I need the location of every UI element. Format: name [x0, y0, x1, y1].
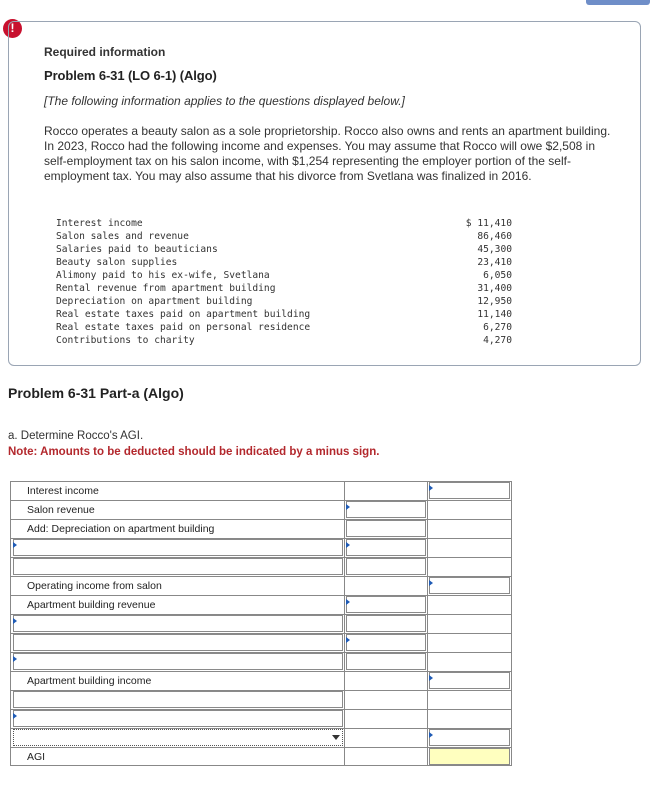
flag-icon: [429, 675, 433, 681]
applies-note: [The following information applies to the questions displayed below.]: [44, 94, 405, 108]
table-row: Real estate taxes paid on personal residence 6,270: [56, 322, 512, 333]
column-divider: [427, 482, 428, 765]
amount-input[interactable]: [346, 615, 426, 632]
problem-title: Problem 6-31 (LO 6-1) (Algo): [44, 68, 217, 83]
table-row: Salon sales and revenue 86,460: [56, 231, 512, 242]
amount-input[interactable]: [346, 501, 426, 518]
flag-icon: [346, 504, 350, 510]
amount-input[interactable]: [346, 596, 426, 613]
flag-icon: [13, 656, 17, 662]
flag-icon: [13, 542, 17, 548]
question-text: a. Determine Rocco's AGI.: [8, 430, 144, 442]
amount-input[interactable]: [346, 539, 426, 556]
table-row: Alimony paid to his ex-wife, Svetlana 6,050: [56, 270, 512, 281]
flag-icon: [429, 485, 433, 491]
amount-input[interactable]: [346, 653, 426, 670]
interest-income-label: Interest income: [27, 485, 99, 497]
agi-total-input[interactable]: [429, 748, 510, 765]
label-input[interactable]: [13, 653, 343, 670]
row-divider: [11, 519, 511, 520]
apartment-income-label: Apartment building income: [27, 675, 152, 687]
label-input[interactable]: [13, 615, 343, 632]
add-depreciation-label: Add: Depreciation on apartment building: [27, 523, 215, 535]
amount-input[interactable]: [346, 634, 426, 651]
minus-sign-note: Note: Amounts to be deducted should be indicated by a minus sign.: [8, 446, 380, 458]
required-information-heading: Required information: [44, 45, 166, 59]
table-row: Interest income $ 11,410: [56, 218, 512, 229]
total-input[interactable]: [429, 672, 510, 689]
problem-description: Rocco operates a beauty salon as a sole proprietorship. Rocco also owns and rents an apartment building. In 2023, Rocco had the following income and expenses. You may assume that Rocco will owe $2,508 in self-employment tax on his salon income, with $1,254 representing the employer portion of the self-employment tax. You may also assume that his divorce from Svetlana was finalized in 2016.: [44, 124, 611, 183]
part-title: Problem 6-31 Part-a (Algo): [8, 385, 184, 401]
amount-input[interactable]: [346, 520, 426, 537]
column-divider: [344, 482, 345, 765]
amount-input[interactable]: [346, 558, 426, 575]
apartment-revenue-label: Apartment building revenue: [27, 599, 156, 611]
row-divider: [11, 500, 511, 501]
flag-icon: [13, 618, 17, 624]
label-input[interactable]: [13, 691, 343, 708]
total-input[interactable]: [429, 577, 510, 594]
salon-revenue-label: Salon revenue: [27, 504, 95, 516]
alert-icon: !: [3, 19, 22, 38]
table-row: Contributions to charity 4,270: [56, 335, 512, 346]
label-input[interactable]: [13, 558, 343, 575]
table-row: Beauty salon supplies 23,410: [56, 257, 512, 268]
flag-icon: [429, 732, 433, 738]
top-accent-bar: [586, 0, 650, 5]
label-input[interactable]: [13, 539, 343, 556]
line-item-dropdown[interactable]: [13, 729, 343, 746]
chevron-down-icon: [332, 735, 340, 740]
total-input[interactable]: [429, 729, 510, 746]
total-input[interactable]: [429, 482, 510, 499]
label-input[interactable]: [13, 710, 343, 727]
flag-icon: [429, 580, 433, 586]
table-row: Depreciation on apartment building 12,950: [56, 296, 512, 307]
income-expense-table: [56, 217, 512, 347]
flag-icon: [346, 637, 350, 643]
flag-icon: [346, 599, 350, 605]
flag-icon: [13, 713, 17, 719]
operating-income-label: Operating income from salon: [27, 580, 162, 592]
label-input[interactable]: [13, 634, 343, 651]
flag-icon: [346, 542, 350, 548]
table-row: Salaries paid to beauticians 45,300: [56, 244, 512, 255]
row-divider: [11, 595, 511, 596]
table-row: Real estate taxes paid on apartment building 11,140: [56, 309, 512, 320]
agi-label: AGI: [27, 751, 46, 763]
table-row: Rental revenue from apartment building 31,400: [56, 283, 512, 294]
agi-worksheet: [10, 481, 512, 766]
